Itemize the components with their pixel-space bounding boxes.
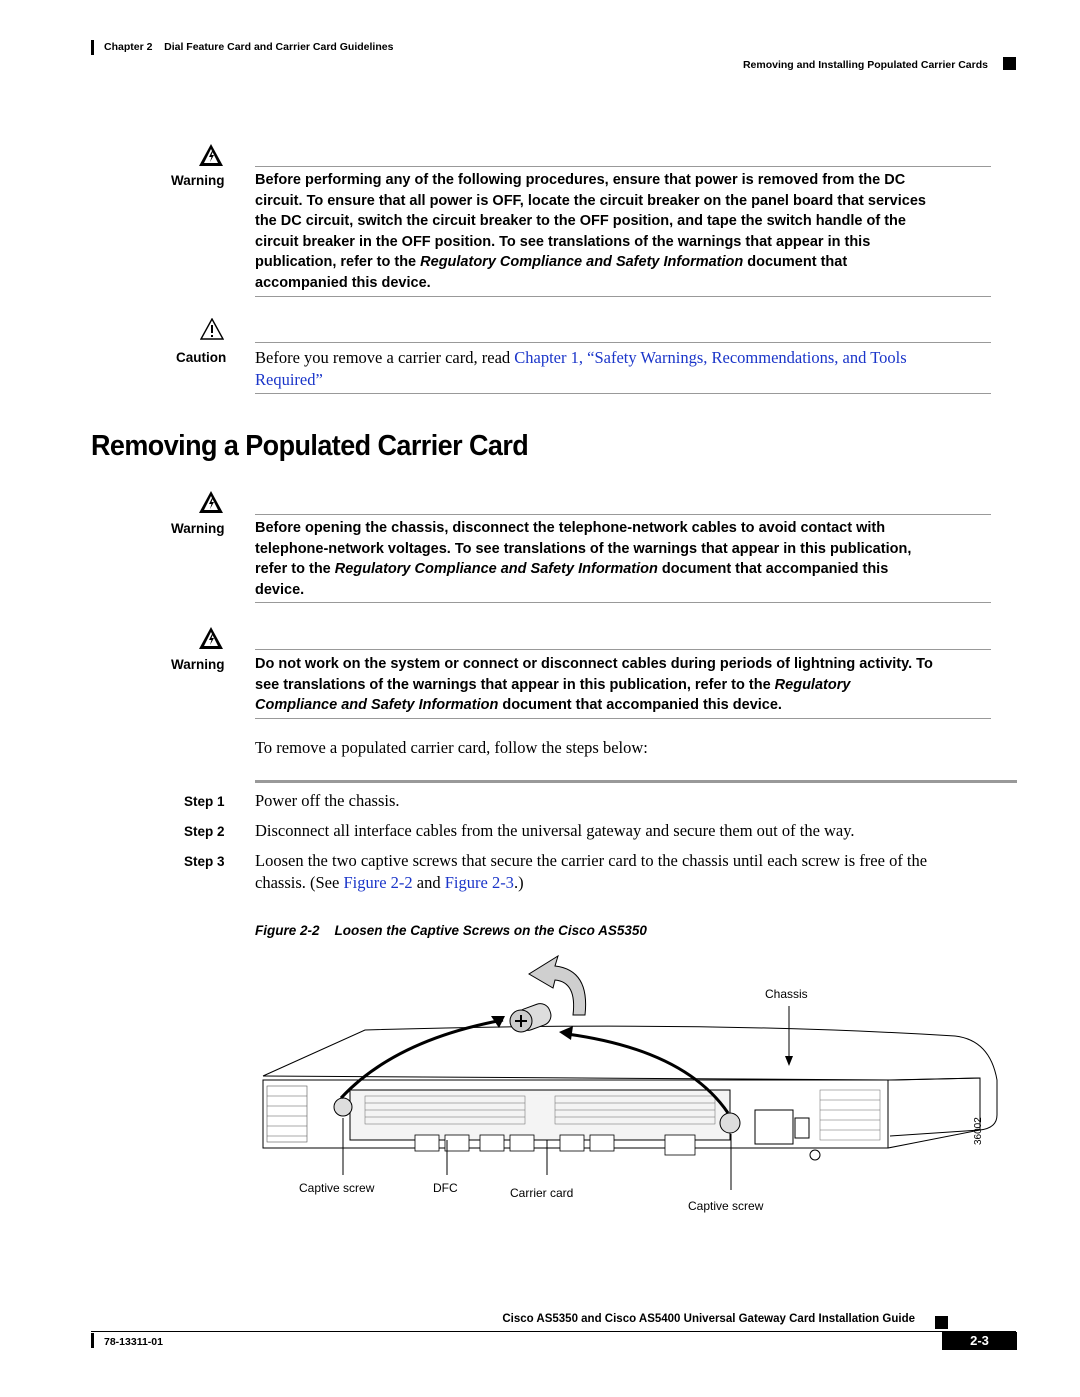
caution-top-rule <box>255 342 991 343</box>
figure-2-2-link[interactable]: Figure 2-2 <box>343 872 413 892</box>
footer-block <box>935 1316 948 1329</box>
captive-screw-right-icon <box>720 1113 740 1133</box>
callout-arc-left <box>341 1020 503 1098</box>
step-label: Step 2 <box>184 824 225 839</box>
figure-number: Figure 2-2 <box>255 923 320 938</box>
vent-grid-left <box>267 1086 307 1142</box>
warning2-label: Warning <box>171 521 225 536</box>
chassis-body <box>263 1026 997 1148</box>
chapter1-link[interactable]: Chapter 1, “Safety Warnings, Recommendations, and Tools <box>514 348 907 367</box>
chassis-callout-label: Chassis <box>765 987 808 1001</box>
warning1-line: circuit breaker in the OFF position. To see translations of the warnings that appear in this <box>255 233 871 250</box>
step-label: Step 1 <box>184 794 225 809</box>
footer-guide-title: Cisco AS5350 and Cisco AS5400 Universal Gateway Card Installation Guide <box>502 1313 915 1325</box>
caution-icon <box>200 318 224 340</box>
arrowhead-icon <box>785 1056 793 1066</box>
step-label: Step 3 <box>184 854 225 869</box>
section-title: Removing a Populated Carrier Card <box>91 430 529 462</box>
arrowhead-icon <box>559 1026 573 1040</box>
caution-text: Before you remove a carrier card, read Chapter 1, “Safety Warnings, Recommendations, and Tools Required” <box>255 348 907 389</box>
footer-doc-number: 78-13311-01 <box>104 1336 163 1348</box>
warning2-bottom-rule <box>255 602 991 603</box>
regulatory-doc-title: Regulatory Compliance and Safety Information <box>420 254 744 270</box>
step-text: Loosen the two captive screws that secure the carrier card to the chassis until each screw is free of the chassis. (See Figure 2-2 and Figure 2-3.) <box>255 851 928 892</box>
dfc-label: DFC <box>433 1181 458 1195</box>
figure-title: Loosen the Captive Screws on the Cisco AS5350 <box>334 923 647 938</box>
header-right-block <box>1003 57 1016 70</box>
power-module <box>755 1110 820 1160</box>
caution-label: Caution <box>176 350 227 365</box>
header-chapter <box>104 41 393 53</box>
regulatory-doc-title: Regulatory Compliance and Safety Information <box>334 561 658 577</box>
warning-icon <box>198 143 224 167</box>
captive-screw-right-label: Captive screw <box>688 1199 764 1213</box>
header-left-bar <box>91 40 94 55</box>
carrier-card-label: Carrier card <box>510 1186 574 1200</box>
warning-icon <box>198 490 224 514</box>
chapter-label: Chapter 2 <box>104 41 153 53</box>
warning1-line: accompanied this device. <box>255 274 431 291</box>
warning1-bottom-rule <box>255 296 991 297</box>
chassis-illustration <box>255 950 1015 1190</box>
captive-screw-left-label: Captive screw <box>299 1181 375 1195</box>
warning3-bottom-rule <box>255 718 991 719</box>
fan-grid <box>820 1090 880 1140</box>
header-section: Removing and Installing Populated Carrier Cards <box>742 59 988 71</box>
warning1-text <box>255 170 995 293</box>
figure-caption <box>255 923 647 938</box>
warning1-line: Before performing any of the following procedures, ensure that power is removed from the DC <box>255 172 906 188</box>
warning1-line: the DC circuit, switch the circuit breaker to the OFF position, and tape the switch handle of the <box>255 213 906 229</box>
art-id: 36002 <box>973 1117 984 1145</box>
loosened-screw-icon <box>510 1001 554 1033</box>
chapter-title: Dial Feature Card and Carrier Card Guidelines <box>164 41 394 53</box>
warning1-top-rule <box>255 166 991 167</box>
warning3-label: Warning <box>171 657 225 672</box>
footer-rule <box>91 1331 1016 1332</box>
warning-icon <box>198 626 224 650</box>
step-text: Disconnect all interface cables from the universal gateway and secure them out of the way. <box>255 821 855 840</box>
warning2-text: Before opening the chassis, disconnect the telephone-network cables to avoid contact with telephone-network voltages. To see translations of the warnings that appear in this publication, refer to the Regulatory Compliance and Safety Information document that accompanied this device. <box>255 520 912 598</box>
footer-left-bar <box>91 1333 94 1348</box>
warning2-top-rule <box>255 514 991 515</box>
intro-text: To remove a populated carrier card, follow the steps below: <box>255 738 648 757</box>
page-number: 2-3 <box>942 1332 1017 1350</box>
figure-2-3-link[interactable]: Figure 2-3 <box>444 872 514 892</box>
caution-bottom-rule <box>255 393 991 394</box>
warning1-line: publication, refer to the Regulatory Compliance and Safety Information document that <box>255 254 848 270</box>
warning1-line: circuit. To ensure that all power is OFF, locate the circuit breaker on the panel board that services <box>255 192 926 209</box>
step-text: Power off the chassis. <box>255 791 400 810</box>
warning3-top-rule <box>255 649 991 650</box>
captive-screw-left-icon <box>334 1098 352 1116</box>
chapter1-link-cont[interactable]: Required” <box>255 369 323 389</box>
steps-top-bar <box>255 780 1017 783</box>
warning1-label: Warning <box>171 173 225 188</box>
warning3-text: Do not work on the system or connect or disconnect cables during periods of lightning activity. To see translations of the warnings that appear in this publication, refer to the Regulatory Compliance and Safety Information document that accompanied this device. <box>255 656 933 713</box>
